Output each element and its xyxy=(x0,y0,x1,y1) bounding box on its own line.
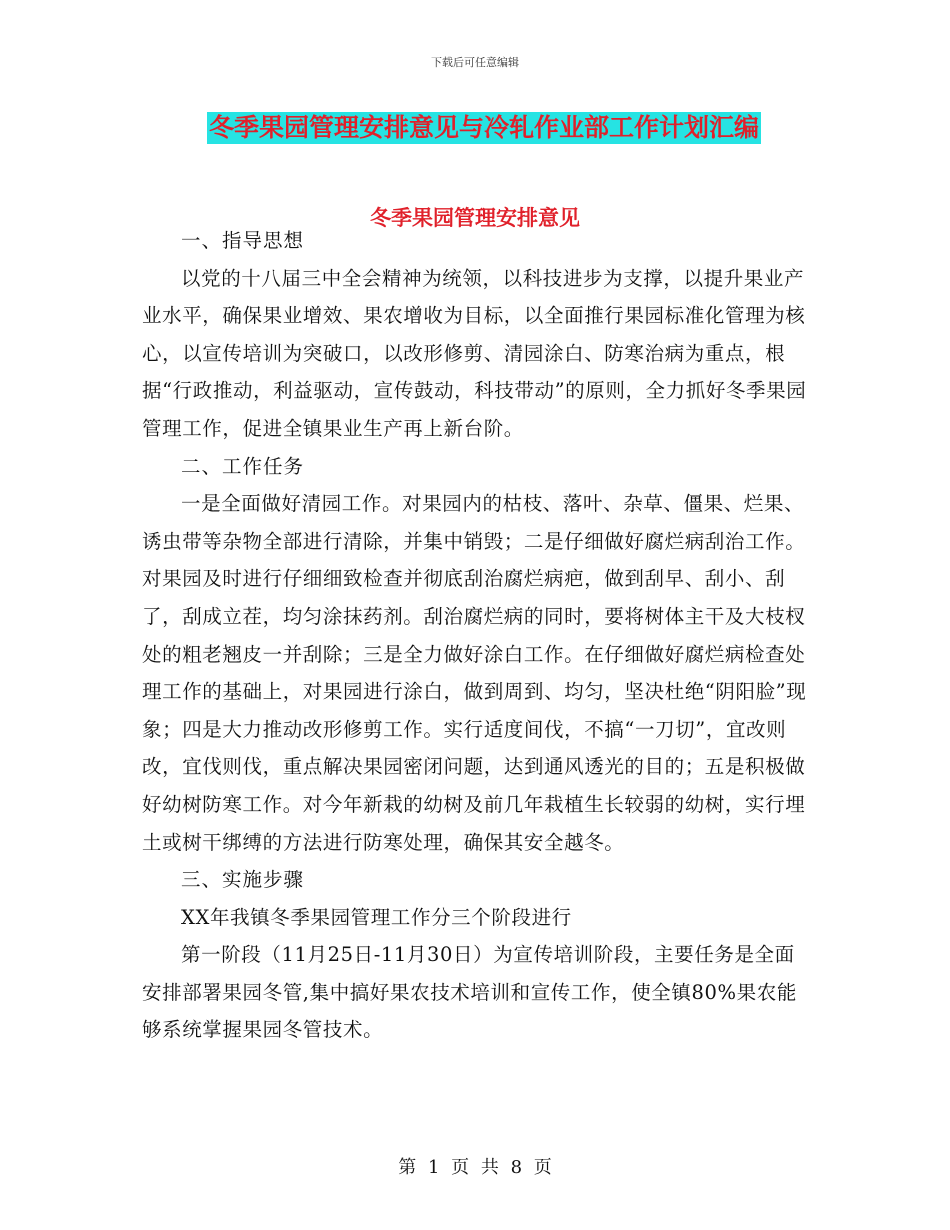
main-title-container xyxy=(207,112,761,144)
main-title: 冬季果园管理安排意见与冷轧作业部工作计划汇编 xyxy=(209,113,760,142)
section-heading-guiding-ideology: 一、指导思想 xyxy=(181,229,305,252)
paragraph-guiding-ideology: 以党的十八届三中全会精神为统领，以科技进步为支撑，以提升果业产业水平，确保果业增效、果农增收为目标，以全面推行果园标准化管理为核心，以宣传培训为突破口，以改形修剪、清园涂白、防寒治病为重点，根据“行政推动，利益驱动，宣传鼓动，科技带动”的原则，全力抓好冬季果园管理工作，促进全镇果业生产再上新台阶。 xyxy=(142,266,807,440)
paragraph-tasks: 一是全面做好清园工作。对果园内的枯枝、落叶、杂草、僵果、烂果、诱虫带等杂物全部进行清除，并集中销毁；二是仔细做好腐烂病刮治工作。对果园及时进行仔细细致检查并彻底刮治腐烂病疤，做到刮早、刮小、刮了，刮成立茬，均匀涂抹药剂。刮治腐烂病的同时，要将树体主干及大枝杈处的粗老翘皮一并刮除；三是全力做好涂白工作。在仔细做好腐烂病检查处理工作的基础上，对果园进行涂白，做到周到、均匀，坚决杜绝“阴阳脸”现象；四是大力推动改形修剪工作。实行适度间伐，不搞“一刀切”，宜改则改，宜伐则伐，重点解决果园密闭问题，达到通风透光的目的；五是积极做好幼树防寒工作。对今年新栽的幼树及前几年栽植生长较弱的幼树，实行埋土或树干绑缚的方法进行防寒处理，确保其安全越冬。 xyxy=(142,492,807,854)
section-heading-steps: 三、实施步骤 xyxy=(181,868,305,892)
section-heading-tasks: 二、工作任务 xyxy=(181,454,305,478)
page-footer: 第 1 页 共 8 页 xyxy=(398,1157,552,1178)
paragraph-steps-intro: XX年我镇冬季果园管理工作分三个阶段进行 xyxy=(181,905,572,929)
sub-title: 冬季果园管理安排意见 xyxy=(370,206,580,230)
document-body xyxy=(142,222,812,1049)
paragraph-phase-one: 第一阶段（11月25日-11月30日）为宣传培训阶段，主要任务是全面安排部署果园冬管,集中搞好果农技术培训和宣传工作，使全镇80%果农能够系统掌握果园冬管技术。 xyxy=(142,943,797,1042)
header-note: 下载后可任意编辑 xyxy=(431,56,519,69)
